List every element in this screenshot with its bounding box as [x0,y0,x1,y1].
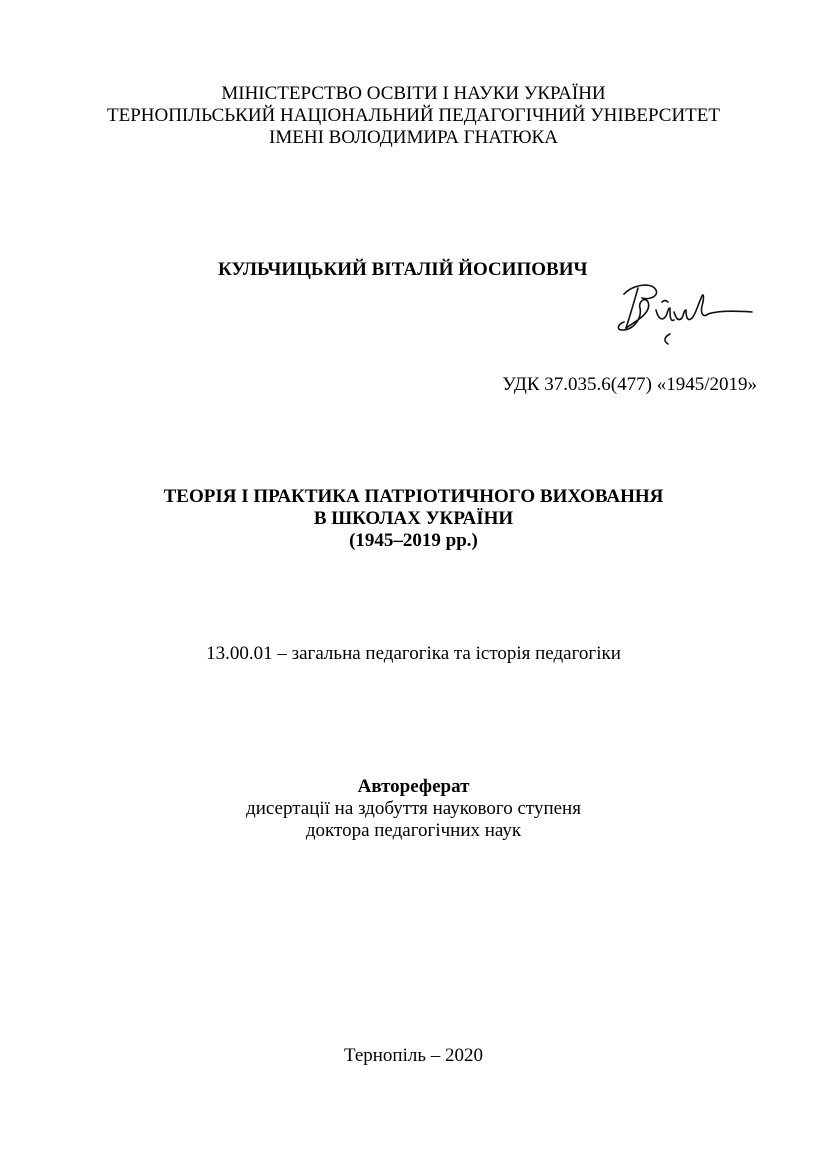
abstract-line-1: дисертації на здобуття наукового ступеня [246,798,581,819]
place-year: Тернопіль – 2020 [343,1045,484,1066]
title-line-3: (1945–2019 рр.) [349,530,478,551]
university-name-line: ІМЕНІ ВОЛОДИМИРА ГНАТЮКА [269,127,558,148]
specialty-code: 13.00.01 – загальна педагогіка та історія педагогіки [206,643,621,664]
university-line: ТЕРНОПІЛЬСЬКИЙ НАЦІОНАЛЬНИЙ ПЕДАГОГІЧНИЙ УНІВЕРСИТЕТ [106,105,720,126]
ministry-line: МІНІСТЕРСТВО ОСВІТИ І НАУКИ УКРАЇНИ [221,83,606,104]
abstract-line-2: доктора педагогічних наук [305,820,522,841]
signature-icon [612,272,762,352]
title-line-2: В ШКОЛАХ УКРАЇНИ [313,508,514,529]
title-line-1: ТЕОРІЯ І ПРАКТИКА ПАТРІОТИЧНОГО ВИХОВАННЯ [163,486,664,507]
author-name: КУЛЬЧИЦЬКИЙ ВІТАЛІЙ ЙОСИПОВИЧ [218,259,588,280]
abstract-heading: Автореферат [357,776,470,797]
udk-code: УДК 37.035.6(477) «1945/2019» [502,374,757,395]
